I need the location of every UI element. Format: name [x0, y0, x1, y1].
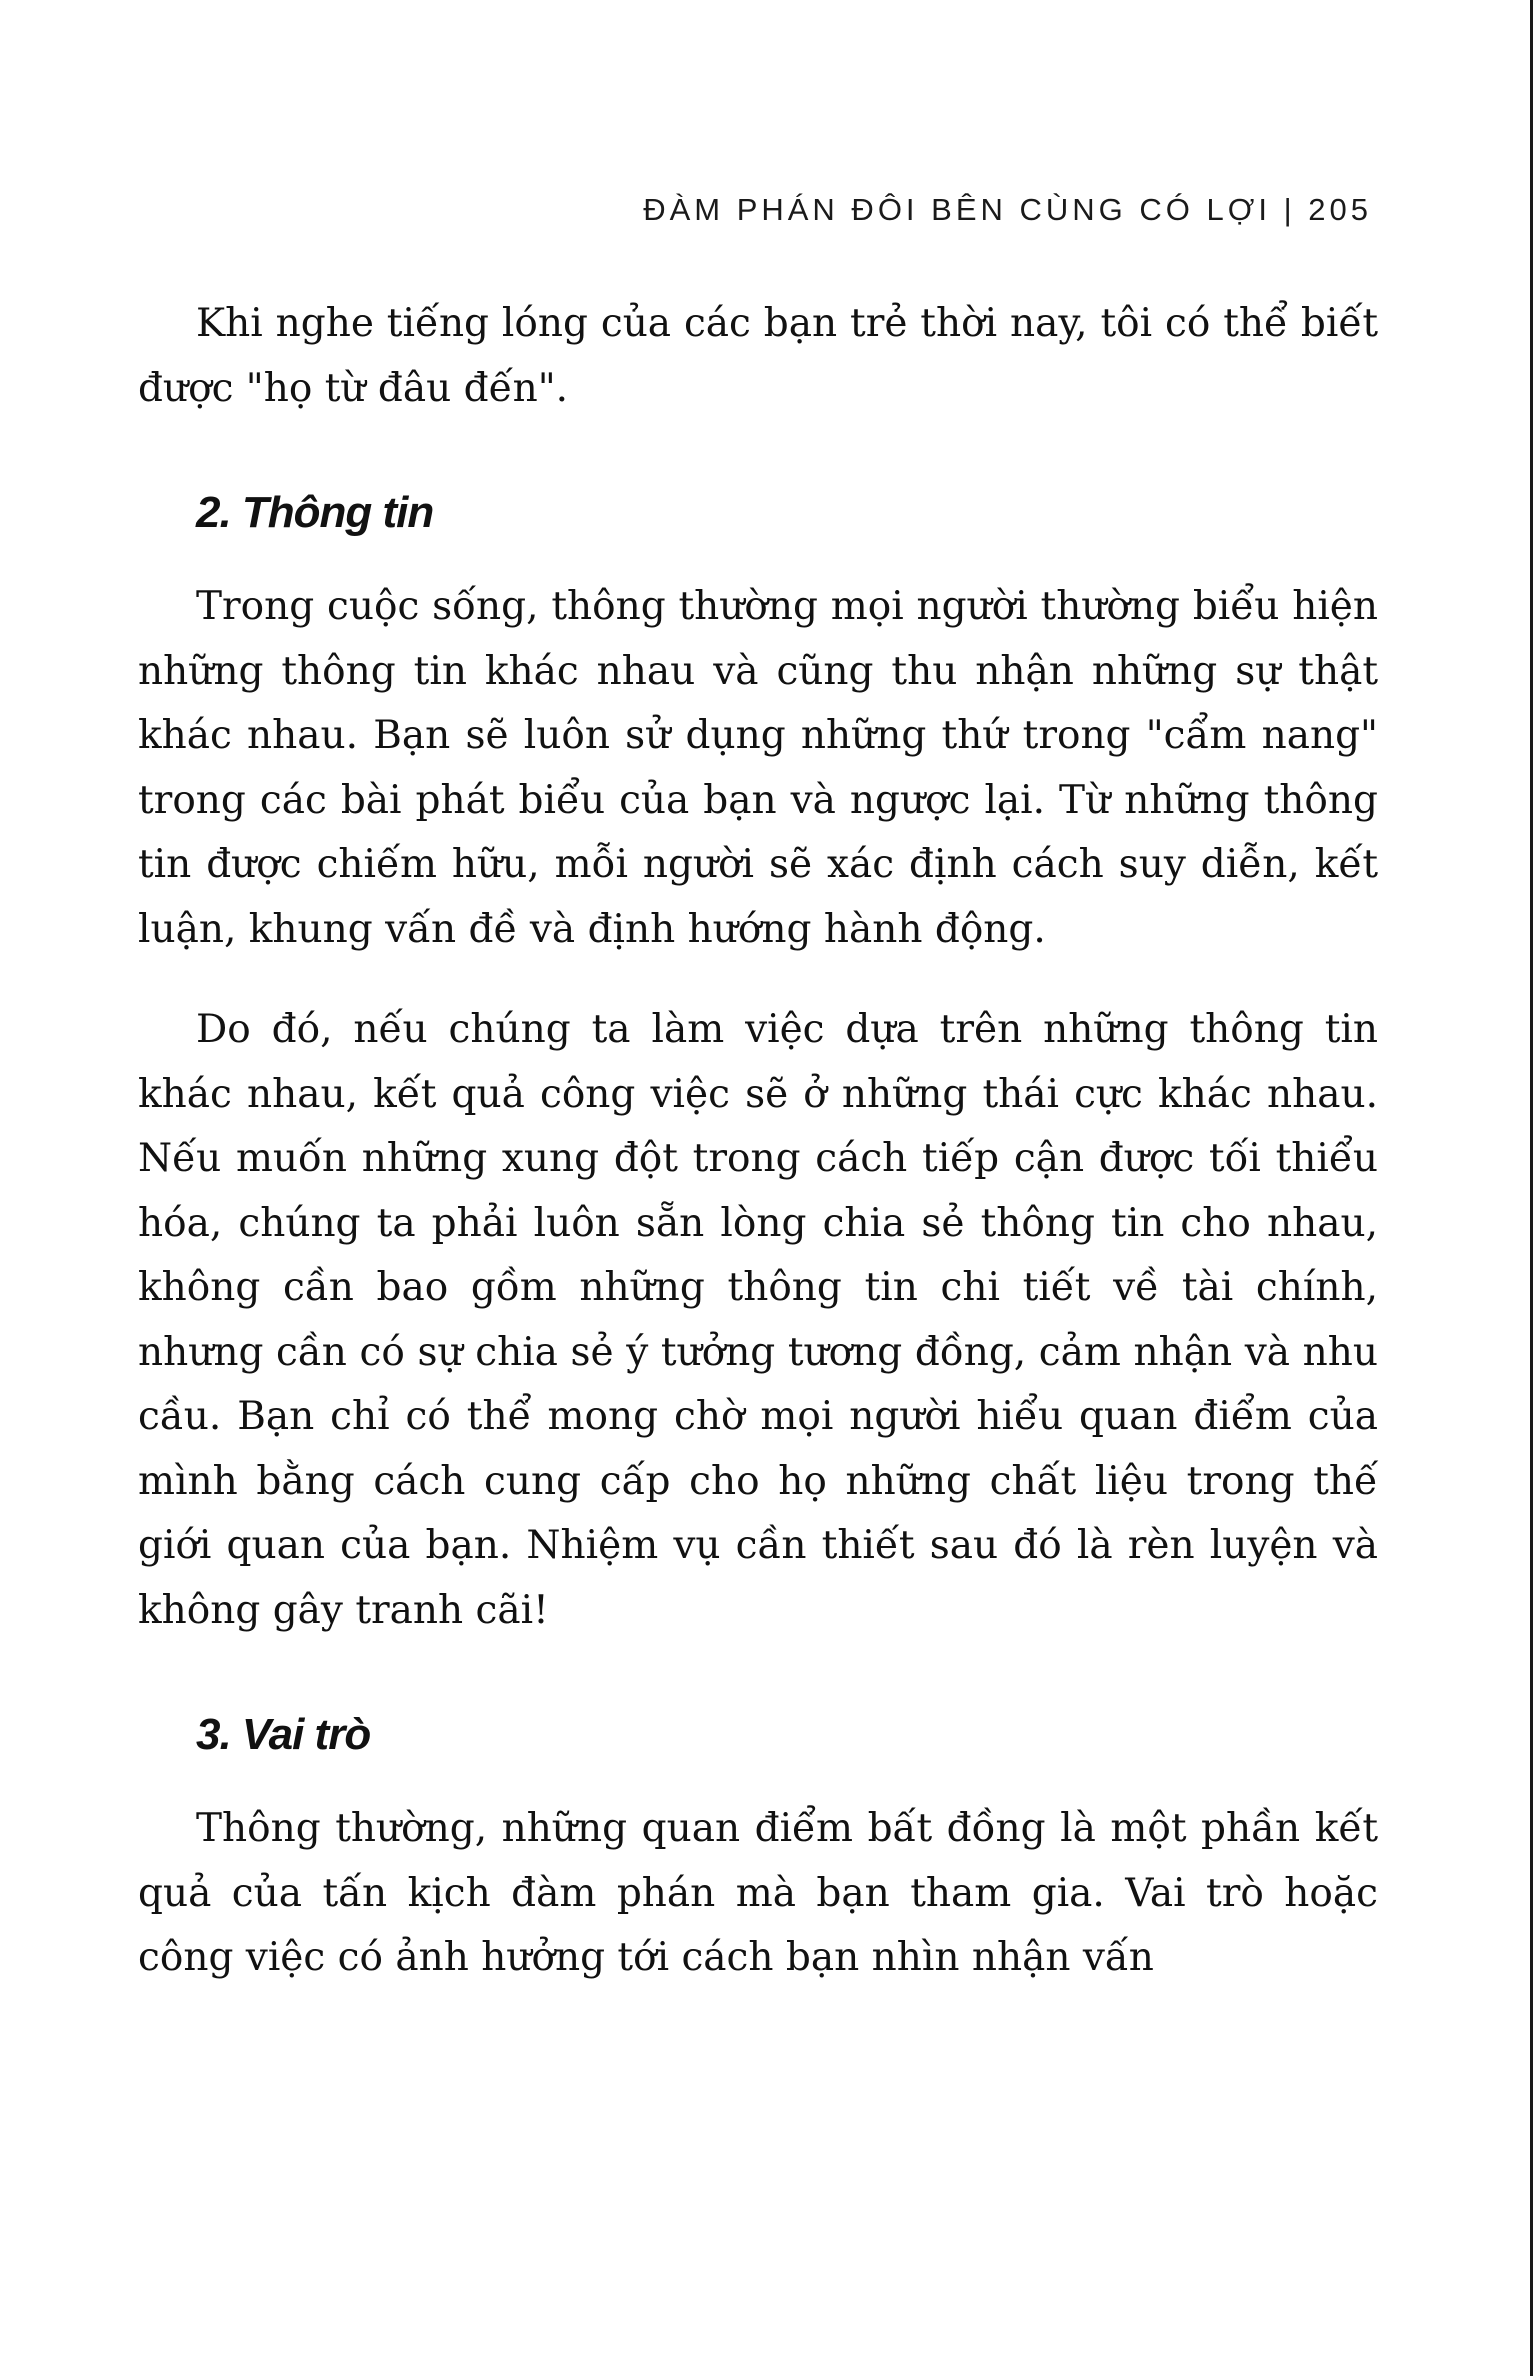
spacer	[138, 962, 1378, 998]
header-separator: |	[1283, 192, 1296, 227]
spacer	[138, 1767, 1378, 1797]
paragraph-sharing: Do đó, nếu chúng ta làm việc dựa trên những thông tin khác nhau, kết quả công việc sẽ ở những thái cực khác nhau. Nếu muốn những xung đột trong cách tiếp cận được tối thiểu hóa, chúng ta phải luôn sẵn lòng chia sẻ thông tin cho nhau, không cần bao gồm những thông tin chi tiết về tài chính, nhưng cần có sự chia sẻ ý tưởng tương đồng, cảm nhận và nhu cầu. Bạn chỉ có thể mong chờ mọi người hiểu quan điểm của mình bằng cách cung cấp cho họ những chất liệu trong thế giới quan của bạn. Nhiệm vụ cần thiết sau đó là rèn luyện và không gây tranh cãi!	[138, 1007, 1378, 1633]
section-heading-role: 3. Vai trò	[196, 1710, 371, 1759]
paragraph-information: Trong cuộc sống, thông thường mọi người thường biểu hiện những thông tin khác nhau và cũng thu nhận những sự thật khác nhau. Bạn sẽ luôn sử dụng những thứ trong "cẩm nang" trong các bài phát biểu của bạn và ngược lại. Từ những thông tin được chiếm hữu, mỗi người sẽ xác định cách suy diễn, kết luận, khung vấn đề và định hướng hành động.	[138, 584, 1378, 952]
paragraph-slang: Khi nghe tiếng lóng của các bạn trẻ thời nay, tôi có thể biết được "họ từ đâu đến".	[138, 301, 1378, 411]
running-header	[540, 192, 1372, 228]
section-heading-information: 2. Thông tin	[196, 488, 434, 537]
page-body	[138, 292, 1378, 1991]
spacer	[138, 421, 1378, 481]
page-number: 205	[1308, 192, 1372, 227]
page-edge-line	[1530, 0, 1533, 2376]
spacer	[138, 545, 1378, 575]
paragraph-role: Thông thường, những quan điểm bất đồng là một phần kết quả của tấn kịch đàm phán mà bạn tham gia. Vai trò hoặc công việc có ảnh hưởng tới cách bạn nhìn nhận vấn	[138, 1806, 1378, 1980]
spacer	[138, 1643, 1378, 1703]
running-title: ĐÀM PHÁN ĐÔI BÊN CÙNG CÓ LỢI	[643, 192, 1271, 227]
